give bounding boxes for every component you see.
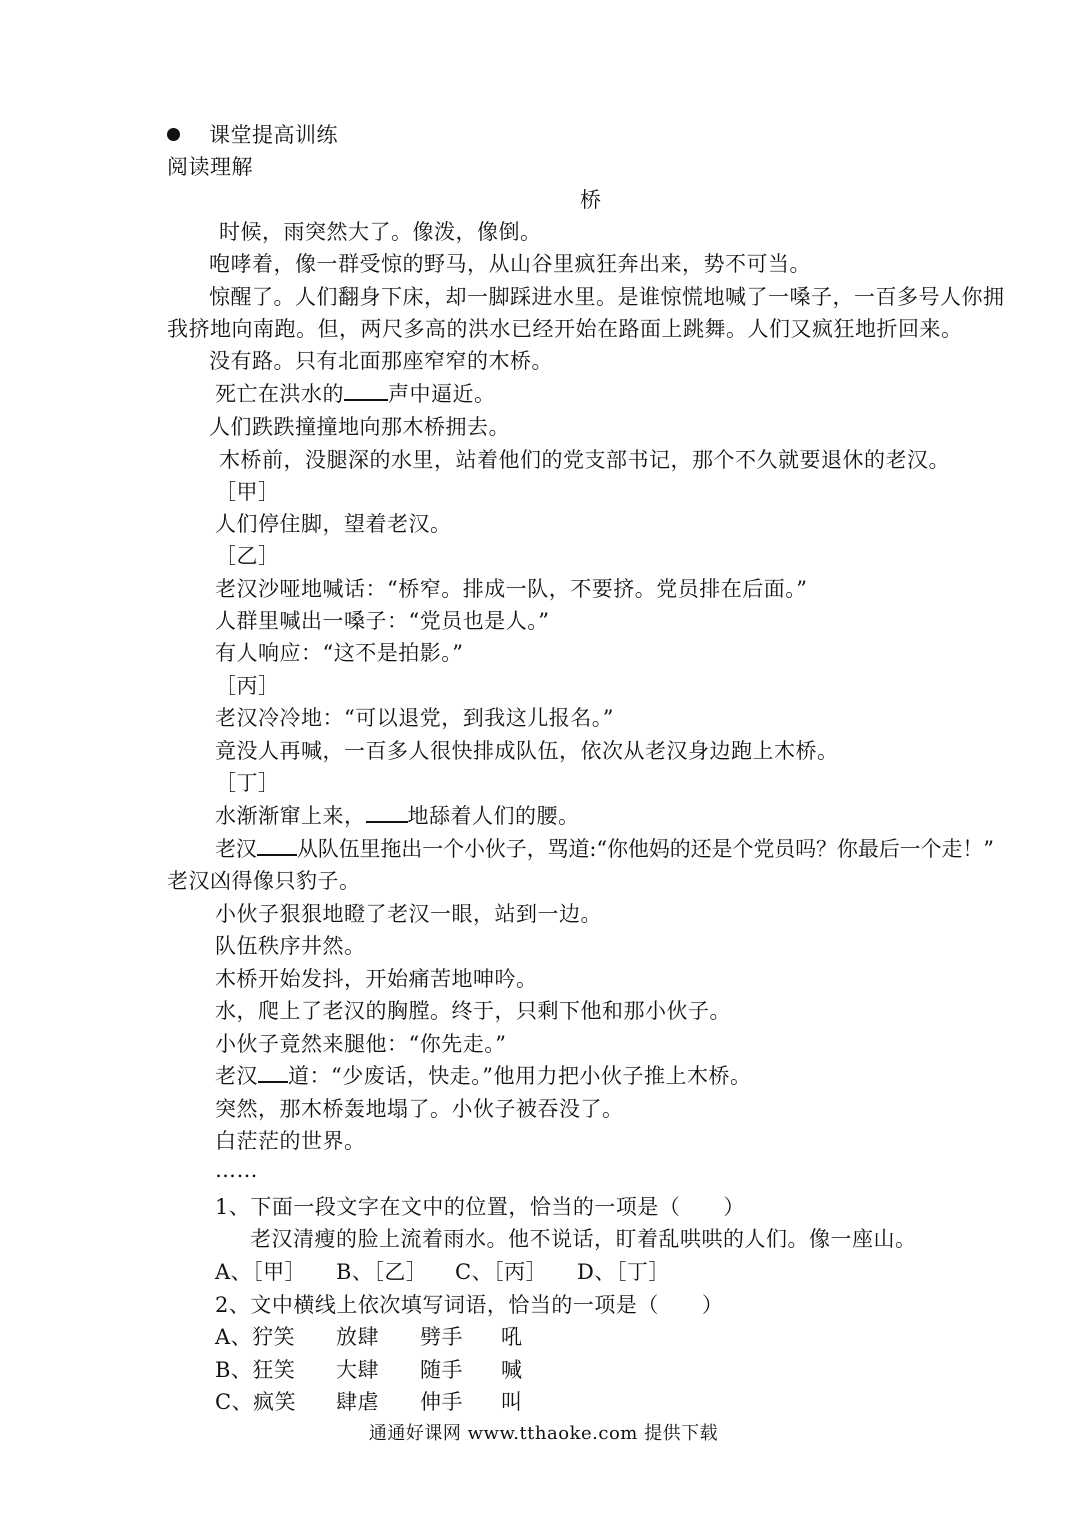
passage-line: 队伍秩序井然。: [215, 934, 366, 958]
passage-line: 白茫茫的世界。: [215, 1129, 366, 1153]
passage-line: 人们停住脚，望着老汉。: [215, 512, 452, 536]
passage-line: 木桥前，没腿深的水里，站着他们的党支部书记，那个不久就要退休的老汉。: [219, 448, 950, 472]
section-subtitle: 阅读理解: [167, 155, 253, 179]
passage-line: 惊醒了。人们翻身下床，却一脚踩进水里。是谁惊慌地喊了一嗓子，一百多号人你拥: [209, 285, 1005, 309]
question-2-option-b-word-4: 喊: [501, 1358, 523, 1382]
question-1-excerpt: 老汉清瘦的脸上流着雨水。他不说话，盯着乱哄哄的人们。像一座山。: [250, 1227, 917, 1251]
passage-line: 老汉凶得像只豹子。: [167, 869, 361, 893]
question-2-option-c-word-4: 叫: [501, 1390, 523, 1414]
passage-line: 我挤地向南跑。但，两尺多高的洪水已经开始在路面上跳舞。人们又疯狂地折回来。: [167, 317, 963, 341]
passage-line: 小伙子竟然来腿他：“你先走。”: [215, 1032, 507, 1056]
passage-line: 老汉沙哑地喊话：“桥窄。排成一队，不要挤。党员排在后面。”: [215, 577, 808, 601]
passage-line: 小伙子狠狠地瞪了老汉一眼，站到一边。: [215, 902, 602, 926]
passage-line: 人们跌跌撞撞地向那木桥拥去。: [209, 415, 510, 439]
passage-line: 水，爬上了老汉的胸膛。终于，只剩下他和那小伙子。: [215, 999, 731, 1023]
passage-line: 突然，那木桥轰地塌了。小伙子被吞没了。: [215, 1097, 624, 1121]
question-2-option-c-word-3: 伸手: [420, 1390, 463, 1414]
question-1-option-b: B、［乙］: [336, 1260, 428, 1284]
question-2-option-b-word-2: 大肆: [336, 1358, 379, 1382]
passage-ellipsis: ……: [215, 1158, 258, 1182]
passage-line-part: 老汉: [215, 1064, 258, 1088]
question-1-option-a: A、［甲］: [215, 1260, 307, 1284]
footer-text: 通通好课网 www.tthaoke.com 提供下载: [368, 1423, 719, 1444]
question-1-option-c: C、［丙］: [455, 1260, 548, 1284]
fill-blank-4: [258, 1061, 288, 1083]
passage-line-with-blank: [215, 801, 580, 831]
passage-line-part: 道：“少废话，快走。”他用力把小伙子推上木桥。: [288, 1064, 752, 1088]
passage-marker-ding: ［丁］: [215, 771, 280, 795]
passage-line-part: 死亡在洪水的: [215, 382, 344, 406]
passage-line-part: 从队伍里拖出一个小伙子，骂道:“你他妈的还是个党员吗？你最后一个走！”: [296, 837, 994, 861]
passage-line-part: 水渐渐窜上来，: [215, 804, 366, 828]
question-2-prompt: 2、文中横线上依次填写词语，恰当的一项是（ ）: [215, 1293, 724, 1317]
passage-line-with-blank: [215, 379, 496, 409]
question-1-option-d: D、［丁］: [577, 1260, 670, 1284]
passage-marker-yi: ［乙］: [215, 544, 280, 568]
passage-marker-jia: ［甲］: [215, 480, 280, 504]
passage-line-part: 老汉: [215, 837, 257, 861]
question-2-option-a-word-2: 放肆: [336, 1325, 379, 1349]
passage-line: 竟没人再喊，一百多人很快排成队伍，依次从老汉身边跑上木桥。: [215, 739, 839, 763]
question-2-option-a-label: A、狞笑: [215, 1325, 296, 1349]
passage-line-part: 地舔着人们的腰。: [407, 804, 580, 828]
bullet-icon: [167, 128, 180, 141]
question-2-option-b-label: B、狂笑: [215, 1358, 296, 1382]
question-2-option-c-label: C、疯笑: [215, 1390, 297, 1414]
question-2-option-b-word-3: 随手: [420, 1358, 463, 1382]
section-title: 课堂提高训练: [209, 123, 338, 147]
passage-line: 时候，雨突然大了。像泼，像倒。: [219, 220, 542, 244]
question-2-option-a-word-3: 劈手: [420, 1325, 463, 1349]
passage-line: 没有路。只有北面那座窄窄的木桥。: [209, 349, 553, 373]
question-2-option-a-word-4: 吼: [501, 1325, 523, 1349]
passage-title: 桥: [580, 188, 602, 212]
passage-line: 老汉冷冷地：“可以退党，到我这儿报名。”: [215, 706, 614, 730]
passage-marker-bing: ［丙］: [215, 674, 280, 698]
passage-line: 木桥开始发抖，开始痛苦地呻吟。: [215, 967, 538, 991]
passage-line-part: 声中逼近。: [388, 382, 496, 406]
passage-line: 人群里喊出一嗓子：“党员也是人。”: [215, 609, 550, 633]
fill-blank-1: [344, 379, 388, 401]
passage-line: 咆哮着，像一群受惊的野马，从山谷里疯狂奔出来，势不可当。: [209, 252, 811, 276]
fill-blank-2: [366, 801, 408, 823]
passage-line-with-blank: [215, 834, 994, 864]
question-1-prompt: 1、下面一段文字在文中的位置，恰当的一项是（ ）: [215, 1195, 745, 1219]
passage-line: 有人响应：“这不是拍影。”: [215, 641, 464, 665]
question-2-option-c-word-2: 肆虐: [336, 1390, 379, 1414]
passage-line-with-blank: [215, 1061, 751, 1091]
fill-blank-3: [257, 834, 297, 856]
